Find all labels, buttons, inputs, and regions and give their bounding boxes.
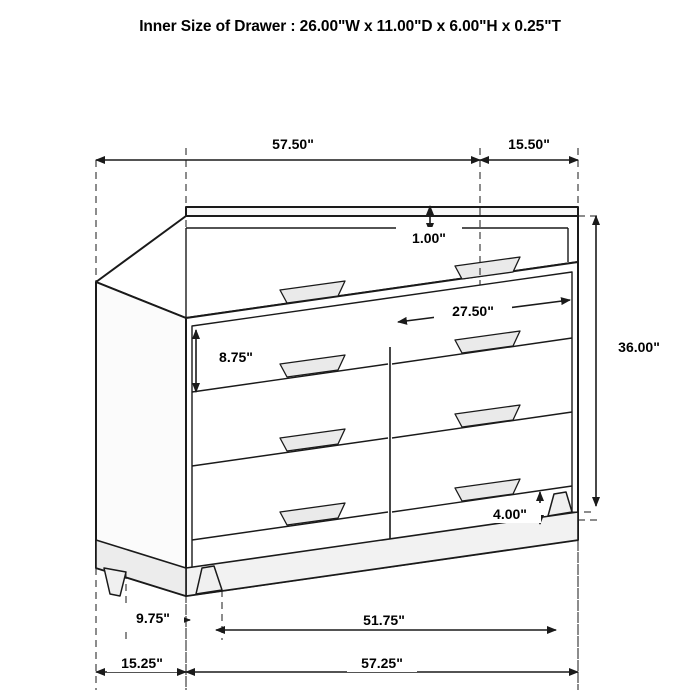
label-top-lip-height: 1.00" xyxy=(412,230,446,246)
label-drawer-width: 27.50" xyxy=(452,303,494,319)
label-drawer-height: 8.75" xyxy=(219,349,253,365)
label-top-depth: 15.50" xyxy=(508,136,550,152)
label-base-front-width: 51.75" xyxy=(363,612,405,628)
label-leg-height: 4.00" xyxy=(493,506,527,522)
label-top-width: 57.50" xyxy=(272,136,314,152)
dresser-body xyxy=(96,207,578,596)
label-floor-depth: 15.25" xyxy=(121,655,163,671)
label-overall-height: 36.00" xyxy=(618,339,660,355)
page-title: Inner Size of Drawer : 26.00"W x 11.00"D x 6.00"H x 0.25"T xyxy=(139,18,561,35)
label-base-side-depth: 9.75" xyxy=(136,610,170,626)
label-floor-width: 57.25" xyxy=(361,655,403,671)
